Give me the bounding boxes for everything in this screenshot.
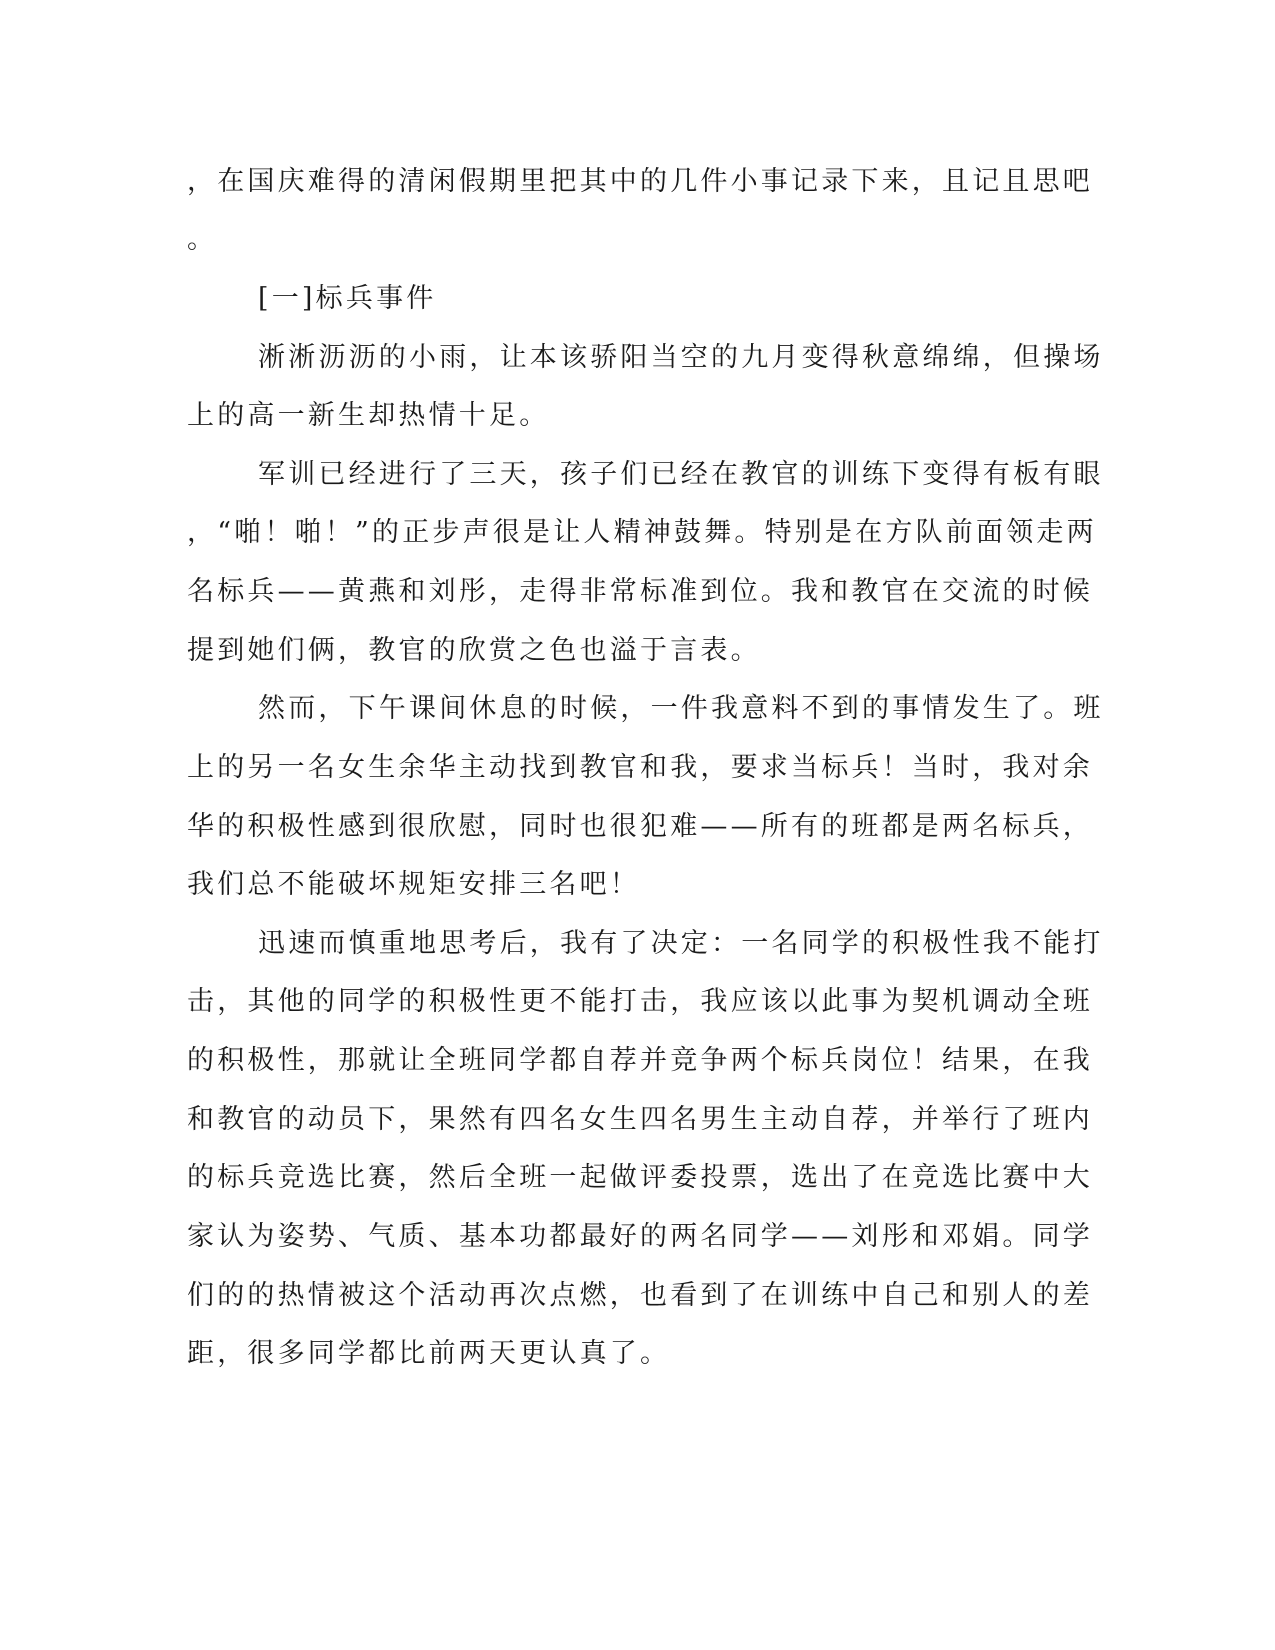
text-line: 距，很多同学都比前两天更认真了。 (187, 1338, 671, 1369)
text-line: 提到她们俩，教官的欣赏之色也溢于言表。 (187, 635, 761, 666)
text-line: 名标兵——黄燕和刘彤，走得非常标准到位。我和教官在交流的时候 (187, 576, 1093, 607)
text-line: 击，其他的同学的积极性更不能打击，我应该以此事为契机调动全班 (187, 986, 1093, 1017)
section-heading: [一]标兵事件 (258, 283, 437, 314)
text-line: 的积极性，那就让全班同学都自荐并竞争两个标兵岗位！结果，在我 (187, 1045, 1093, 1076)
text-line: ，“啪！啪！”的正步声很是让人精神鼓舞。特别是在方队前面领走两 (187, 517, 1097, 548)
text-line: 华的积极性感到很欣慰，同时也很犯难——所有的班都是两名标兵， (187, 811, 1093, 842)
text-line: 淅淅沥沥的小雨，让本该骄阳当空的九月变得秋意绵绵，但操场 (258, 342, 1104, 373)
text-line: 上的另一名女生余华主动找到教官和我，要求当标兵！当时，我对余 (187, 752, 1093, 783)
text-line: 们的的热情被这个活动再次点燃，也看到了在训练中自己和别人的差 (187, 1280, 1093, 1311)
text-line: 家认为姿势、气质、基本功都最好的两名同学——刘彤和邓娟。同学 (187, 1221, 1093, 1252)
text-line: 迅速而慎重地思考后，我有了决定：一名同学的积极性我不能打 (258, 928, 1104, 959)
text-line: 。 (187, 224, 218, 255)
text-line: 的标兵竞选比赛，然后全班一起做评委投票，选出了在竞选比赛中大 (187, 1162, 1093, 1193)
text-line: 我们总不能破坏规矩安排三名吧！ (187, 869, 640, 900)
text-line: 上的高一新生却热情十足。 (187, 400, 550, 431)
text-line: 军训已经进行了三天，孩子们已经在教官的训练下变得有板有眼 (258, 459, 1104, 490)
text-line: 和教官的动员下，果然有四名女生四名男生主动自荐，并举行了班内 (187, 1104, 1093, 1135)
text-line: 然而，下午课间休息的时候，一件我意料不到的事情发生了。班 (258, 693, 1104, 724)
text-line: ，在国庆难得的清闲假期里把其中的几件小事记录下来，且记且思吧 (187, 166, 1093, 197)
